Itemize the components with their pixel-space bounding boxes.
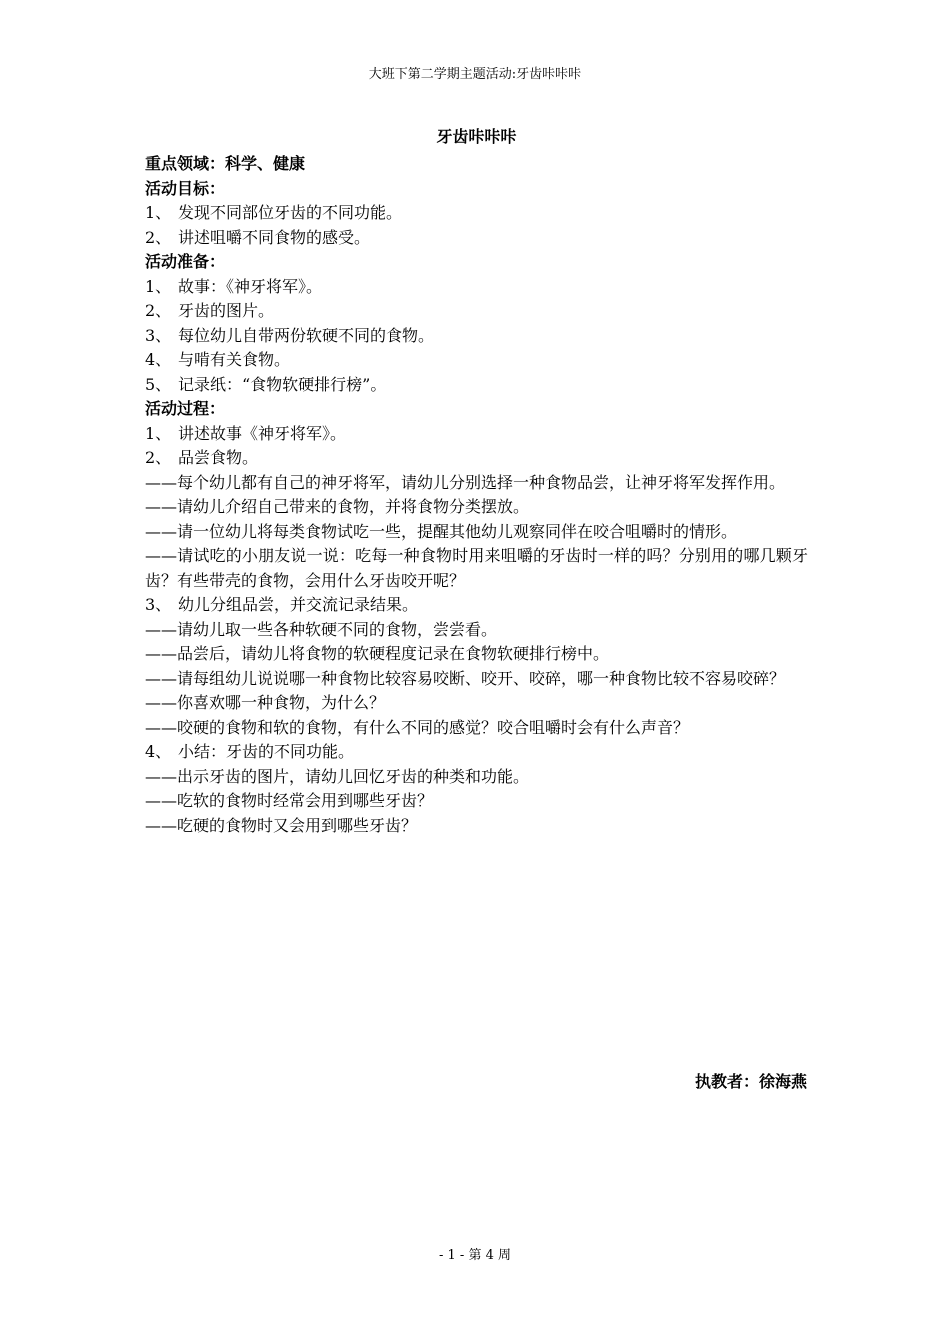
- prep-number: 4、: [145, 350, 172, 369]
- process-heading: 活动过程：: [145, 399, 226, 418]
- process-detail-line: ——请一位幼儿将每类食物试吃一些，提醒其他幼儿观察同伴在咬合咀嚼时的情形。: [145, 521, 738, 541]
- step-text: 小结：牙齿的不同功能。: [178, 742, 355, 761]
- prep-item: [145, 299, 808, 324]
- prep-number: 1、: [145, 276, 172, 296]
- prep-heading: 活动准备：: [145, 252, 226, 271]
- process-step: [145, 422, 808, 447]
- process-detail-line: ——请试吃的小朋友说一说：吃每一种食物时用来咀嚼的牙齿时一样的吗？分别用的哪几颗牙齿？有些带壳的食物，会用什么牙齿咬开呢？: [145, 546, 808, 590]
- page-header: 大班下第二学期主题活动:牙齿咔咔咔: [368, 67, 582, 82]
- prep-number: 2、: [145, 301, 172, 320]
- process-step: [145, 446, 808, 471]
- process-detail-line: ——你喜欢哪一种食物，为什么？: [145, 693, 386, 712]
- page-footer: - 1 - 第 4 周: [439, 1248, 511, 1263]
- process-detail-line: ——出示牙齿的图片，请幼儿回忆牙齿的种类和功能。: [145, 766, 530, 786]
- process-detail-line: ——吃软的食物时经常会用到哪些牙齿？: [145, 791, 434, 810]
- process-detail-line: ——吃硬的食物时又会用到哪些牙齿？: [145, 815, 418, 835]
- prep-text: 与啃有关食物。: [178, 350, 291, 369]
- step-number: 1、: [145, 423, 172, 443]
- process-step: [145, 593, 808, 618]
- step-number: 2、: [145, 448, 172, 467]
- goal-text: 发现不同部位牙齿的不同功能。: [178, 203, 403, 222]
- prep-item: [145, 348, 808, 373]
- prep-number: 3、: [145, 325, 172, 345]
- document-body: [145, 124, 808, 838]
- prep-text: 每位幼儿自带两份软硬不同的食物。: [178, 325, 435, 345]
- process-detail-line: ——请幼儿取一些各种软硬不同的食物，尝尝看。: [145, 619, 498, 639]
- goal-item: [145, 226, 808, 251]
- goal-number: 1、: [145, 203, 172, 222]
- prep-text: 故事：《神牙将军》。: [178, 276, 323, 296]
- prep-item: [145, 275, 808, 300]
- document-title: 牙齿咔咔咔: [436, 127, 517, 146]
- goal-item: [145, 201, 808, 226]
- prep-text: 牙齿的图片。: [178, 301, 275, 320]
- process-detail-line: ——请每组幼儿说说哪一种食物比较容易咬断、咬开、咬碎，哪一种食物比较不容易咬碎？: [145, 668, 786, 688]
- step-number: 4、: [145, 742, 172, 761]
- teacher-signature: 执教者：徐海燕: [694, 1072, 807, 1091]
- process-detail-line: ——品尝后，请幼儿将食物的软硬程度记录在食物软硬排行榜中。: [145, 644, 610, 663]
- prep-item: [145, 373, 808, 398]
- step-number: 3、: [145, 595, 172, 614]
- prep-text: 记录纸：“食物软硬排行榜”。: [178, 374, 387, 394]
- goal-text: 讲述咀嚼不同食物的感受。: [178, 227, 371, 247]
- process-detail-line: ——每个幼儿都有自己的神牙将军，请幼儿分别选择一种食物品尝，让神牙将军发挥作用。: [145, 472, 786, 492]
- goal-number: 2、: [145, 227, 172, 247]
- prep-number: 5、: [145, 374, 172, 394]
- step-text: 品尝食物。: [178, 448, 259, 467]
- process-step: [145, 740, 808, 765]
- goals-heading: 活动目标：: [145, 178, 226, 198]
- step-text: 讲述故事《神牙将军》。: [178, 423, 347, 443]
- process-detail-line: ——请幼儿介绍自己带来的食物，并将食物分类摆放。: [145, 497, 530, 516]
- process-detail-line: ——咬硬的食物和软的食物，有什么不同的感觉？咬合咀嚼时会有什么声音？: [145, 717, 690, 737]
- focus-area: 重点领域：科学、健康: [145, 154, 306, 173]
- prep-item: [145, 324, 808, 349]
- step-text: 幼儿分组品尝，并交流记录结果。: [178, 595, 419, 614]
